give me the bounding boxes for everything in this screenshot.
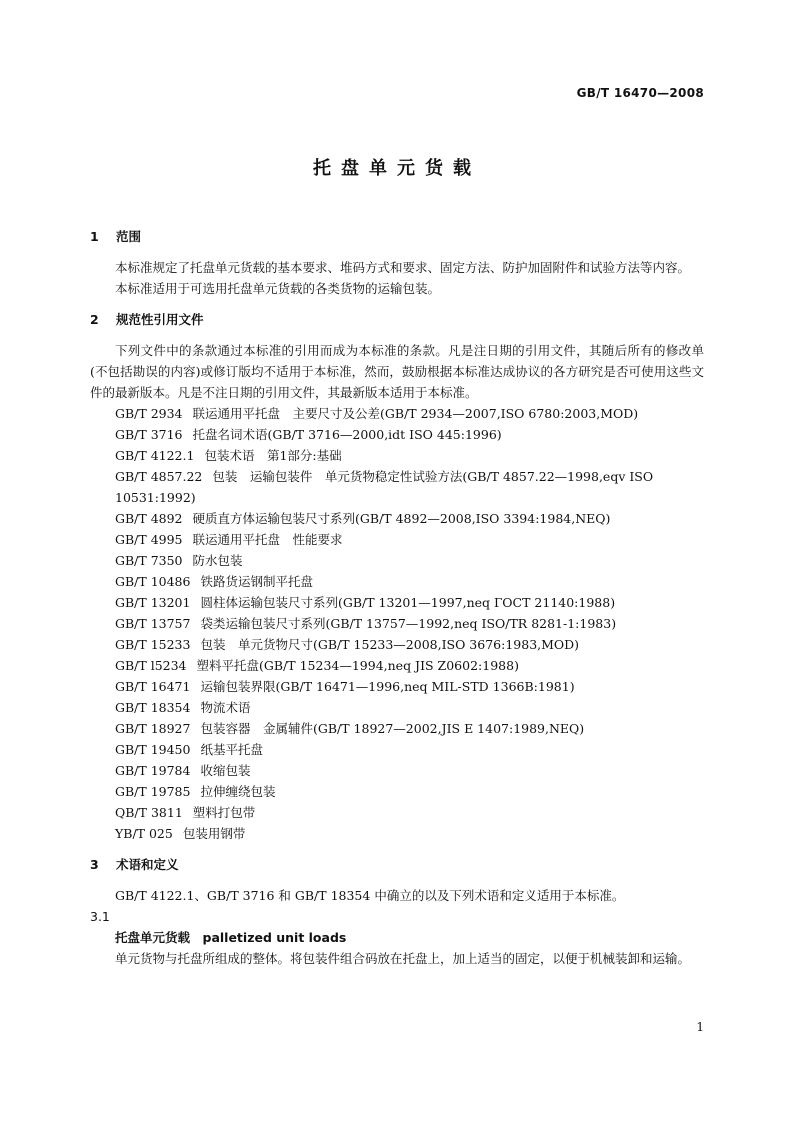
reference-code: YB/T 025 — [115, 826, 173, 841]
reference-code: GB/T 4995 — [115, 532, 183, 547]
reference-item — [90, 466, 704, 508]
section-title: 范围 — [116, 229, 142, 244]
reference-title: 托盘名词术语(GB/T 3716—2000,idt ISO 445:1996) — [192, 427, 502, 442]
term-definition: 单元货物与托盘所组成的整体。将包装件组合码放在托盘上，加上适当的固定，以便于机械装卸和运输。 — [115, 951, 691, 966]
reference-code: GB/T 7350 — [115, 553, 183, 568]
document-title: 托盘单元货载 — [313, 158, 481, 179]
reference-item — [90, 550, 704, 571]
reference-item — [90, 571, 704, 592]
reference-item — [90, 424, 704, 445]
reference-title: 铁路货运钢制平托盘 — [200, 574, 313, 589]
paragraph: GB/T 4122.1、GB/T 3716 和 GB/T 18354 中确立的以及下列术语和定义适用于本标准。 — [115, 888, 625, 903]
reference-code: GB/T 3716 — [115, 427, 183, 442]
term-title: 托盘单元货载 palletized unit loads — [115, 930, 347, 945]
page-number: 1 — [696, 1020, 704, 1034]
reference-title: 运输包装界限(GB/T 16471—1996,neq MIL-STD 1366B:1981) — [200, 679, 575, 694]
reference-item — [90, 508, 704, 529]
section-heading-normative-references — [90, 309, 704, 330]
reference-title: 包装 单元货物尺寸(GB/T 15233—2008,ISO 3676:1983,MOD) — [200, 637, 580, 652]
reference-title: 硬质直方体运输包装尺寸系列(GB/T 4892—2008,ISO 3394:1984,NEQ) — [192, 511, 611, 526]
reference-code: GB/T 15233 — [115, 637, 191, 652]
standard-code: GB/T 16470—2008 — [576, 86, 704, 100]
reference-code: GB/T 2934 — [115, 406, 183, 421]
reference-title: 袋类运输包装尺寸系列(GB/T 13757—1992,neq ISO/TR 8281-1:1983) — [200, 616, 617, 631]
reference-item — [90, 613, 704, 634]
reference-title: 圆柱体运输包装尺寸系列(GB/T 13201—1997,neq ГОСТ 21140:1988) — [200, 595, 616, 610]
reference-item — [90, 445, 704, 466]
reference-item — [90, 529, 704, 550]
reference-item — [90, 592, 704, 613]
reference-title: 包装术语 第1部分:基础 — [204, 448, 342, 463]
reference-item — [90, 634, 704, 655]
reference-item — [90, 676, 704, 697]
reference-item — [90, 697, 704, 718]
section-number: 1 — [90, 229, 99, 244]
reference-title: 收缩包装 — [200, 763, 251, 778]
reference-item — [90, 403, 704, 424]
reference-code: QB/T 3811 — [115, 805, 183, 820]
reference-title: 塑料打包带 — [192, 805, 256, 820]
reference-item — [90, 760, 704, 781]
reference-title: 纸基平托盘 — [200, 742, 263, 757]
section-heading-scope — [90, 226, 704, 247]
reference-title: 包装容器 金属辅件(GB/T 18927—2002,JIS E 1407:1989,NEQ) — [200, 721, 585, 736]
section-title: 术语和定义 — [116, 857, 179, 872]
reference-code: GB/T 19450 — [115, 742, 191, 757]
paragraph: 本标准适用于可选用托盘单元货载的各类货物的运输包装。 — [115, 281, 441, 296]
reference-title: 包装 运输包装件 单元货物稳定性试验方法(GB/T 4857.22—1998,eqv ISO 10531:1992) — [115, 469, 654, 505]
reference-code: GB/T 13201 — [115, 595, 191, 610]
reference-title: 联运通用平托盘 性能要求 — [192, 532, 343, 547]
reference-code: GB/T 18354 — [115, 700, 191, 715]
reference-item — [90, 739, 704, 760]
reference-title: 拉伸缠绕包装 — [200, 784, 276, 799]
reference-item — [90, 781, 704, 802]
reference-item — [90, 802, 704, 823]
reference-title: 防水包装 — [192, 553, 243, 568]
section-number: 2 — [90, 312, 99, 327]
reference-item — [90, 823, 704, 844]
reference-code: GB/T 19785 — [115, 784, 191, 799]
reference-item — [90, 718, 704, 739]
document-body — [90, 226, 704, 969]
reference-code: GB/T 4892 — [115, 511, 183, 526]
reference-title: 包装用钢带 — [182, 826, 246, 841]
section-title: 规范性引用文件 — [116, 312, 204, 327]
reference-item — [90, 655, 704, 676]
reference-code: GB/T 16471 — [115, 679, 191, 694]
subsection-number: 3.1 — [90, 909, 110, 924]
paragraph: 下列文件中的条款通过本标准的引用而成为本标准的条款。凡是注日期的引用文件，其随后所有的修改单(不包括勘误的内容)或修订版均不适用于本标准，然而，鼓励根据本标准达成协议的各方研究是否可使用这些文件的最新版本。凡是不注日期的引用文件，其最新版本适用于本标准。 — [90, 343, 704, 400]
section-number: 3 — [90, 857, 99, 872]
reference-title: 联运通用平托盘 主要尺寸及公差(GB/T 2934—2007,ISO 6780:2003,MOD) — [192, 406, 639, 421]
reference-code: GB/T 10486 — [115, 574, 191, 589]
reference-code: GB/T l5234 — [115, 658, 187, 673]
reference-title: 物流术语 — [200, 700, 251, 715]
section-heading-terms-definitions — [90, 854, 704, 875]
reference-code: GB/T 13757 — [115, 616, 191, 631]
reference-code: GB/T 4122.1 — [115, 448, 195, 463]
reference-code: GB/T 4857.22 — [115, 469, 203, 484]
reference-code: GB/T 19784 — [115, 763, 191, 778]
paragraph: 本标准规定了托盘单元货载的基本要求、堆码方式和要求、固定方法、防护加固附件和试验方法等内容。 — [115, 260, 691, 275]
reference-title: 塑料平托盘(GB/T 15234—1994,neq JIS Z0602:1988) — [196, 658, 519, 673]
reference-code: GB/T 18927 — [115, 721, 191, 736]
